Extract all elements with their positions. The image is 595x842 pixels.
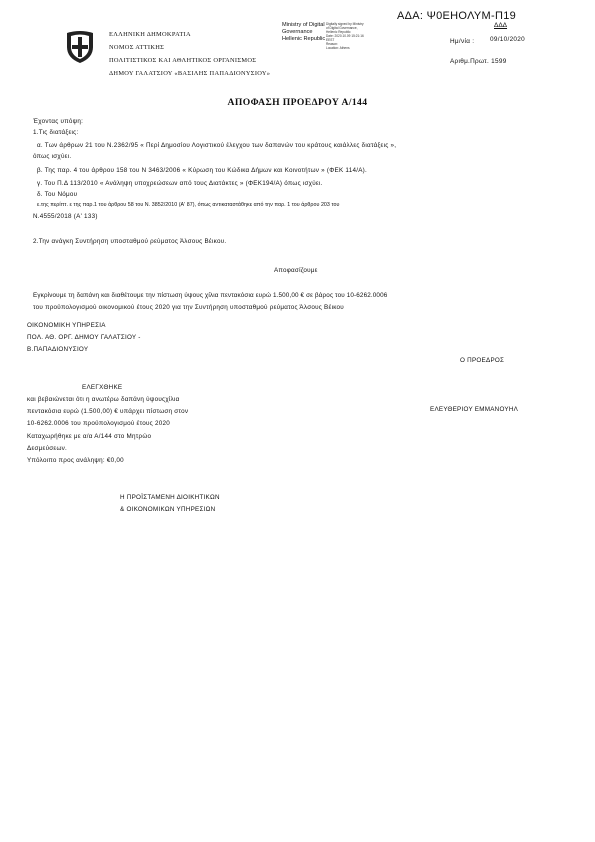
president-title: Ο ΠΡΟΕΔΡΟΣ [460,357,505,364]
ada-code: ΑΔΑ: Ψ0ΕΗΟΛΥΜ-Π19 [397,10,517,22]
service-line: ΟΙΚΟΝΟΜΙΚΗ ΥΠΗΡΕΣΙΑ [27,322,106,329]
greek-emblem-icon [63,30,97,64]
text-line: 1.Τις διατάξεις: [33,129,79,136]
check-line: πεντακόσια ευρώ (1.500,00) € υπάρχει πίστωση στον [27,408,189,415]
org-line: ΔΗΜΟΥ ΓΑΛΑΤΣΙΟΥ «ΒΑΣΙΛΗΣ ΠΑΠΑΔΙΟΝΥΣΙΟΥ» [109,70,271,77]
text-line: Ν.4555/2018 (Α' 133) [33,213,98,220]
protocol-number: Αριθμ.Πρωτ. 1599 [450,58,507,65]
head-title: & ΟΙΚΟΝΟΜΙΚΩΝ ΥΠΗΡΕΣΙΩΝ [120,506,216,513]
text-line: όπως ισχύει. [33,153,72,160]
check-line: Καταχωρήθηκε με α/α Α/144 στο Μητρώο [27,433,152,440]
head-title: Η ΠΡΟΪΣΤΑΜΕΝΗ ΔΙΟΙΚΗΤΙΚΩΝ [120,494,220,501]
text-line: δ. Του Νόμου [37,191,78,198]
president-name: ΕΛΕΥΘΕΡΙΟΥ ΕΜΜΑΝΟΥΗΛ [430,406,519,413]
service-line: Β.ΠΑΠΑΔΙΟΝΥΣΙΟΥ [27,346,89,353]
date-label: Ημ/νία : [450,38,475,45]
decision-heading: Αποφασίζουμε [274,267,318,274]
org-line: ΝΟΜΟΣ ΑΤΤΙΚΗΣ [109,44,165,51]
checked-heading: ΕΛΕΓΧΘΗΚΕ [82,384,123,391]
text-line: γ. Του Π.Δ 113/2010 « Ανάληψη υποχρεώσεων από τους Διατάκτες » (ΦΕΚ194/Α) όπως ισχύει. [37,180,323,187]
text-line: ε.της περίπτ. ε της παρ.1 του άρθρου 58 του Ν. 3852/2010 (Α' 87), όπως αντικαταστάθηκε από την παρ. 1 του άρθρου 203 του [37,202,340,208]
text-line: 2.Την ανάγκη Συντήρηση υποσταθμού ρεύματος Άλσους Βέικου. [33,238,227,245]
document-title: ΑΠΟΦΑΣΗ ΠΡΟΕΔΡΟΥ Α/144 [227,97,368,108]
digital-signature-details: Digitally signed by Ministry of Digital Governance, Hellenic Republic Date: 2020.10.09 15:21:16 EEST Reason: Location: Athens [326,22,364,50]
check-line: 10-6262.0006 του προϋπολογισμού έτους 2020 [27,420,170,427]
service-line: ΠΟΛ. ΑΘ. ΟΡΓ. ΔΗΜΟΥ ΓΑΛΑΤΣΙΟΥ - [27,334,141,341]
check-line: Υπόλοιπο προς ανάληψη: €0,00 [27,457,124,464]
text-line: Εγκρίνουμε τη δαπάνη και διαθέτουμε την πίστωση ύψους χίλια πεντακόσια ευρώ 1.500,00 € σε βάρος του 10-6262.0006 [33,292,388,299]
org-line: ΠΟΛΙΤΙΣΤΙΚΟΣ ΚΑΙ ΑΘΛΗΤΙΚΟΣ ΟΡΓΑΝΙΣΜΟΣ [109,57,257,64]
digital-signature-issuer: Ministry of Digital Governance Hellenic Republic [282,22,326,42]
text-line: α. Των άρθρων 21 του Ν.2362/95 « Περί Δημοσίου Λογιστικού έλεγχου των δαπανών του κράτους καιάλλες διατάξεις », [37,142,397,149]
text-line: Έχοντας υπόψη: [33,118,84,125]
org-line: ΕΛΛΗΝΙΚΗ ΔΗΜΟΚΡΑΤΙΑ [109,31,191,38]
check-line: και βεβαιώνεται ότι η ανωτέρω δαπάνη ύψουςχίλια [27,396,180,403]
date-value: 09/10/2020 [490,36,525,43]
text-line: του προϋπολογισμού οικονομικού έτους 2020 για την Συντήρηση υποσταθμού ρεύματος Άλσους Βέικου [33,304,344,311]
diad-label: ΔΔΔ [494,22,508,29]
text-line: β. Της παρ. 4 του άρθρου 158 του Ν 3463/2006 « Κύρωση του Κώδικα Δήμων και Κοινοτήτων » (ΦΕΚ 114/Α). [37,167,367,174]
check-line: Δεσμεύσεων. [27,445,68,452]
